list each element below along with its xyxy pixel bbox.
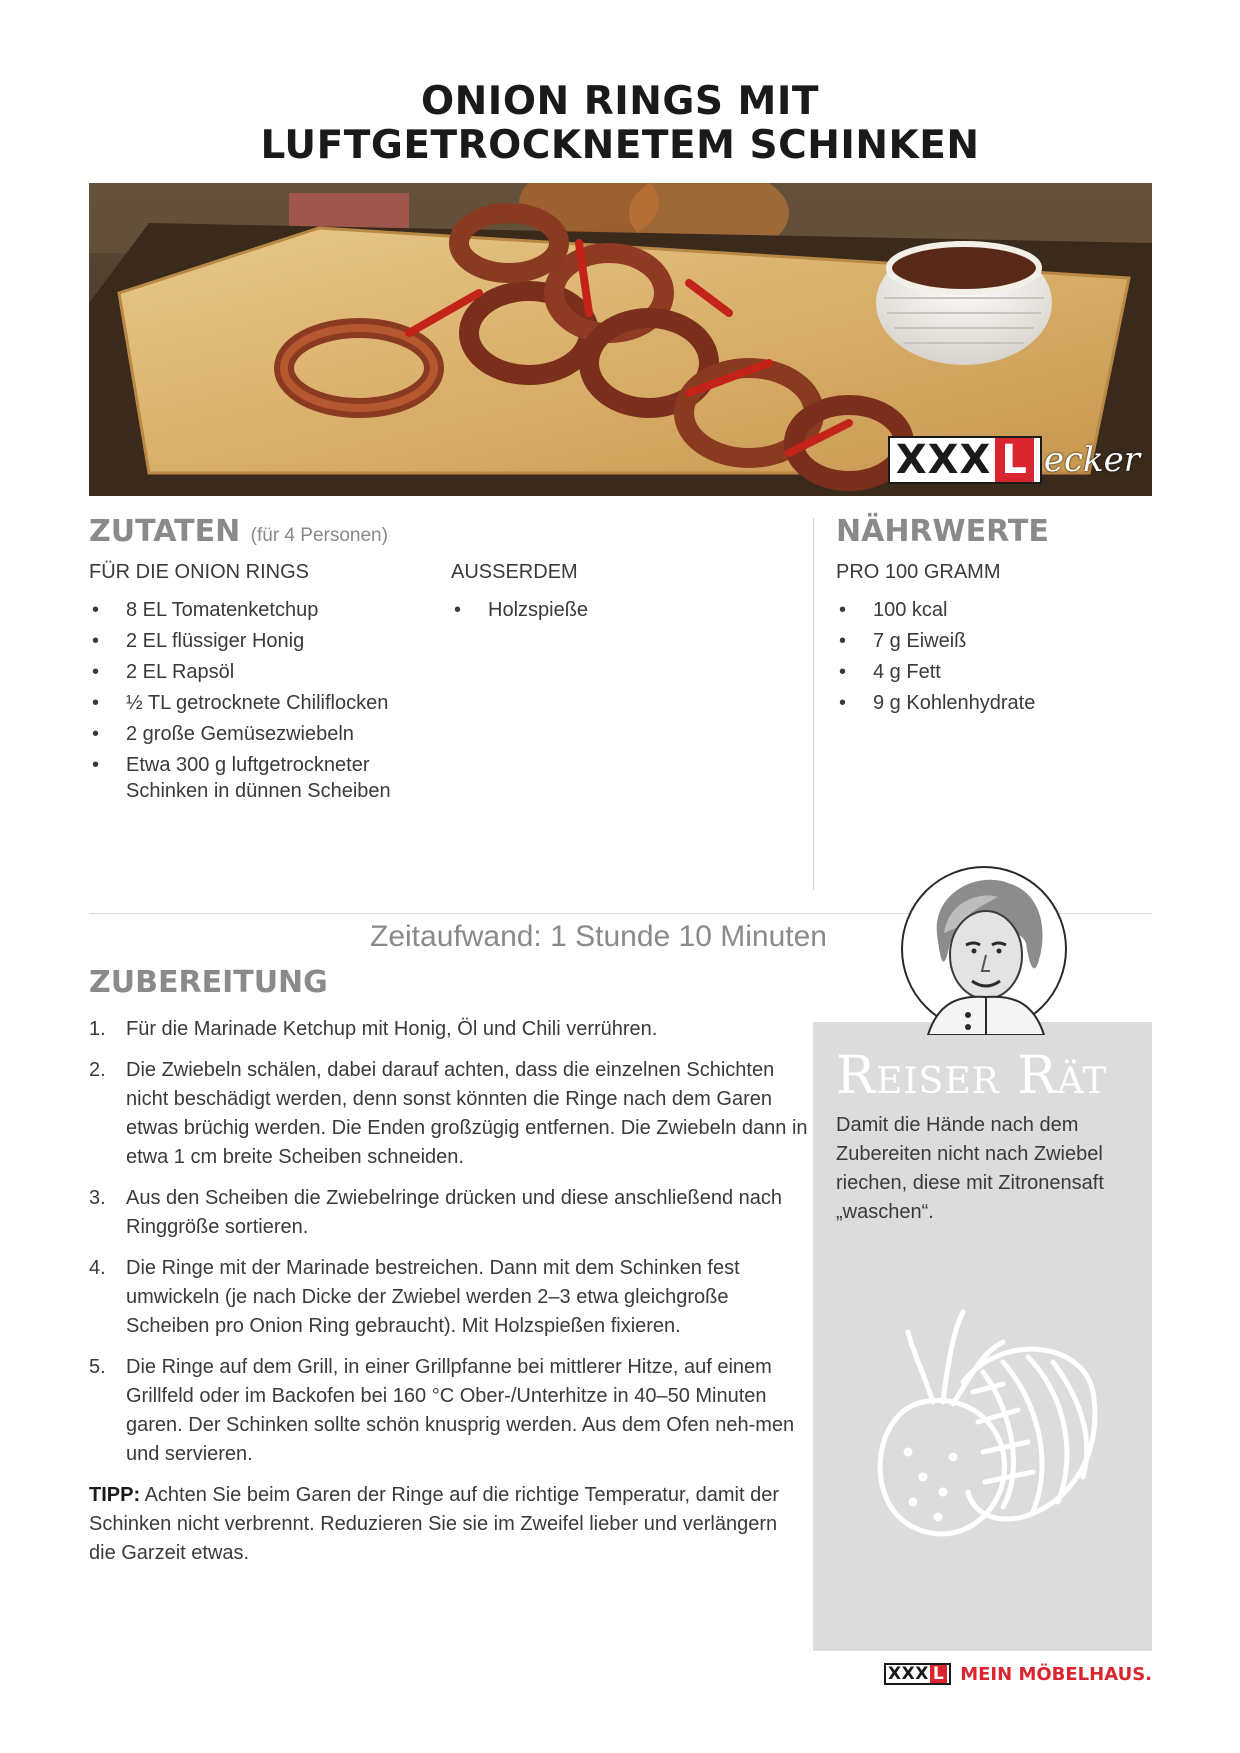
step-item [89, 1353, 809, 1469]
step-number: 2. [89, 1059, 106, 1081]
step-text: Aus den Scheiben die Zwiebelringe drücken und diese anschließend nach Ringgröße sortieren. [126, 1187, 782, 1238]
column-divider [813, 518, 814, 890]
page-title-line-1: ONION RINGS MIT [421, 79, 819, 124]
page-title-line-2: LUFTGETROCKNETEM SCHINKEN [260, 123, 980, 168]
ingredients-list-2 [451, 597, 751, 628]
sidebar-text: Damit die Hände nach dem Zubereiten nicht nach Zwiebel riechen, diese mit Zitronensaft „waschen“. [836, 1114, 1104, 1223]
lecker-script: ecker [1043, 440, 1140, 480]
nutrition-heading: NÄHRWERTE [836, 514, 1049, 549]
step-item [89, 1056, 809, 1172]
step-text: Die Ringe mit der Marinade bestreichen. Dann mit dem Schinken fest umwickeln (je nach Dicke der Zwiebel werden 2–3 etwa gleichgroße Scheiben pro Onion Ring gebraucht). Mit Holzspießen fixieren. [126, 1257, 740, 1337]
nutrition-subtitle: PRO 100 GRAMM [836, 561, 1001, 583]
list-item: • 2 EL flüssiger Honig [89, 628, 419, 654]
list-item: • 8 EL Tomatenketchup [89, 597, 419, 623]
onion-ham-illustration-icon [853, 1292, 1113, 1552]
xxxlecker-badge [888, 434, 1140, 486]
ingredients-heading [89, 514, 388, 549]
nutrition-list [836, 597, 1136, 721]
ingredients-group-1-title: FÜR DIE ONION RINGS [89, 561, 310, 583]
step-number: 1. [89, 1018, 106, 1040]
chef-portrait-icon [898, 863, 1070, 1035]
page-title [0, 80, 1240, 168]
step-text: Die Ringe auf dem Grill, in einer Grillpfanne bei mittlerer Hitze, auf einem Grillfeld oder im Backofen bei 160 °C Ober-/Unterhitze in 40–50 Minuten garen. Der Schinken sollte schön knusprig werden. Aus dem Ofen neh-men und servieren. [126, 1356, 795, 1465]
list-item: • 7 g Eiweiß [836, 628, 1136, 654]
list-item: • 4 g Fett [836, 659, 1136, 685]
hero-image [89, 183, 1152, 496]
list-item: • 9 g Kohlenhydrate [836, 690, 1136, 716]
preparation-heading: ZUBEREITUNG [89, 965, 328, 1000]
list-item: • ½ TL getrocknete Chiliflocken [89, 690, 419, 716]
ingredients-list-1 [89, 597, 419, 809]
footer-logo [884, 1663, 1152, 1685]
footer-logo-l: L [930, 1665, 947, 1683]
list-item: • Etwa 300 g luftgetrockneter Schinken in dünnen Scheiben [89, 752, 419, 804]
preparation-steps [89, 1015, 809, 1481]
xxxl-logo-l: L [995, 438, 1034, 482]
list-item: • 2 große Gemüsezwiebeln [89, 721, 419, 747]
step-number: 3. [89, 1187, 106, 1209]
footer-xxxl-logo [884, 1663, 951, 1685]
list-item: • 2 EL Rapsöl [89, 659, 419, 685]
step-item [89, 1015, 809, 1044]
time-required: Zeitaufwand: 1 Stunde 10 Minuten [370, 920, 827, 953]
tip-label: TIPP: [89, 1484, 141, 1506]
sidebar-title: Reiser Rät [836, 1046, 1108, 1106]
step-text: Für die Marinade Ketchup mit Honig, Öl und Chili verrühren. [126, 1018, 658, 1040]
ingredients-heading-text: ZUTATEN [89, 514, 241, 549]
step-item [89, 1254, 809, 1341]
step-text: Die Zwiebeln schälen, dabei darauf achten, dass die einzelnen Schichten nicht beschädigt werden, denn sonst könnten die Ringe nach dem Garen etwas brüchig werden. Die Enden großzügig entfernen. Die Zwiebeln dann in etwa 1 cm breite Scheiben schneiden. [126, 1059, 808, 1168]
step-number: 4. [89, 1257, 106, 1279]
tip-text: Achten Sie beim Garen der Ringe auf die richtige Temperatur, damit der Schinken nicht verbrennt. Reduzieren Sie sie im Zweifel lieber und verlängern die Garzeit etwas. [89, 1484, 779, 1564]
xxxl-logo-prefix: XXX [895, 437, 992, 483]
xxxl-logo [888, 436, 1042, 484]
footer-logo-prefix: XXX [888, 1664, 929, 1684]
step-number: 5. [89, 1356, 106, 1378]
list-item: • 100 kcal [836, 597, 1136, 623]
tip-sidebar [813, 1022, 1152, 1651]
tip-box [89, 1481, 809, 1568]
list-item: • Holzspieße [451, 597, 751, 623]
step-item [89, 1184, 809, 1242]
footer-claim: MEIN MÖBELHAUS. [960, 1663, 1152, 1685]
ingredients-persons: (für 4 Personen) [250, 525, 388, 546]
ingredients-group-2-title: AUSSERDEM [451, 561, 578, 583]
